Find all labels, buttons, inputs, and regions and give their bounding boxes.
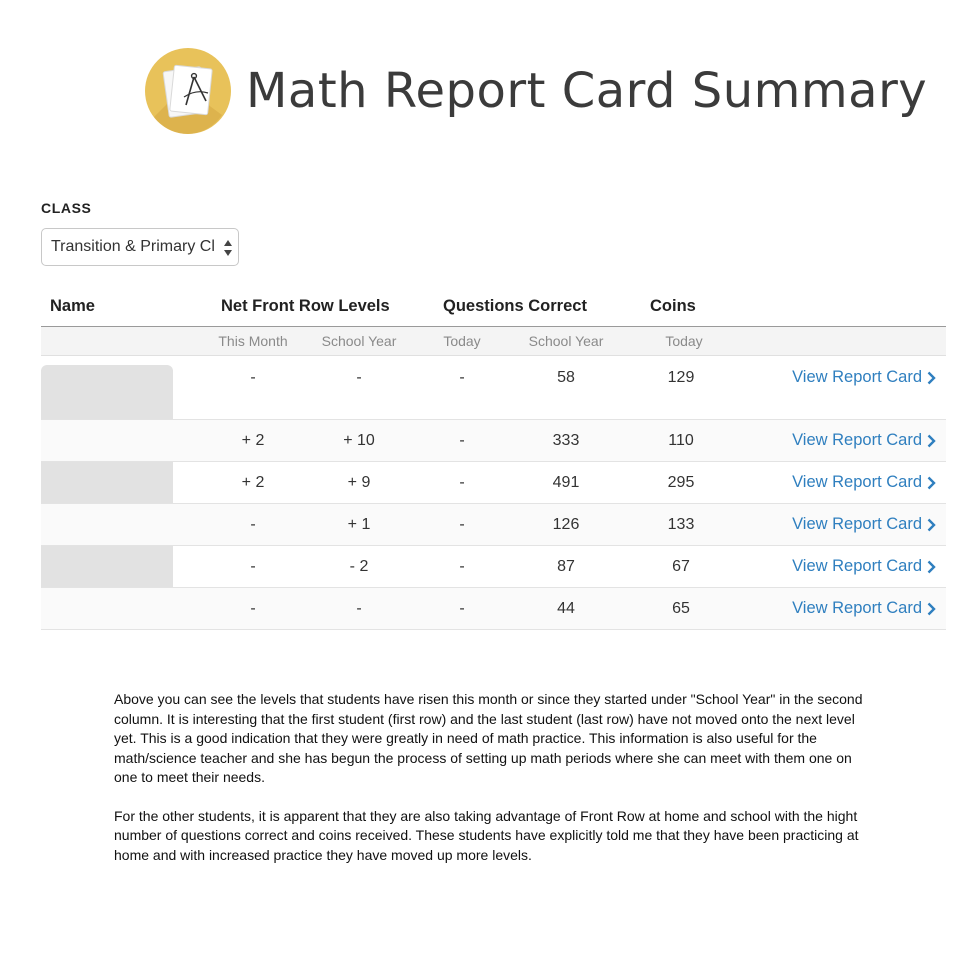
- cell-today-questions: -: [459, 516, 465, 533]
- view-report-card-link[interactable]: [792, 368, 936, 387]
- view-report-card-label: View Report Card: [792, 368, 922, 386]
- subheader-school-year-levels: School Year: [321, 333, 397, 349]
- cell-school-year-questions: 44: [557, 600, 575, 617]
- cell-school-year-levels: -: [356, 600, 362, 617]
- class-select[interactable]: [41, 228, 239, 266]
- view-report-card-label: View Report Card: [792, 557, 922, 575]
- cell-school-year-levels: - 2: [349, 558, 369, 575]
- table-subheader-row: [41, 327, 946, 356]
- view-report-card-label: View Report Card: [792, 515, 922, 533]
- class-select-value: Transition & Primary Cl: [51, 238, 215, 255]
- view-report-card-link[interactable]: [792, 473, 936, 492]
- cell-today-questions: -: [459, 600, 465, 617]
- class-label: CLASS: [41, 200, 92, 216]
- page-header: [144, 46, 927, 136]
- view-report-card-label: View Report Card: [792, 599, 922, 617]
- table-row: [41, 588, 946, 630]
- cell-school-year-questions: 126: [552, 516, 580, 533]
- cell-this-month: -: [250, 558, 256, 575]
- view-report-card-link[interactable]: [792, 431, 936, 450]
- report-card-compass-icon: [144, 47, 232, 135]
- cell-this-month: -: [250, 600, 256, 617]
- cell-this-month: -: [250, 516, 256, 533]
- chevron-right-icon: [927, 518, 936, 532]
- header-coins: Coins: [650, 297, 696, 315]
- view-report-card-link[interactable]: [792, 599, 936, 618]
- chevron-right-icon: [927, 434, 936, 448]
- table-header-row: [41, 287, 946, 327]
- chevron-right-icon: [927, 371, 936, 385]
- header-name: Name: [50, 297, 95, 315]
- subheader-today-questions: Today: [443, 333, 481, 349]
- cell-school-year-questions: 87: [557, 558, 575, 575]
- cell-coins-today: 295: [667, 474, 695, 491]
- table-row: [41, 420, 946, 462]
- view-report-card-link[interactable]: [792, 515, 936, 534]
- cell-school-year-levels: + 9: [347, 474, 371, 491]
- cell-coins-today: 133: [667, 516, 695, 533]
- cell-coins-today: 129: [667, 369, 695, 386]
- notes-section: [114, 690, 864, 884]
- cell-school-year-questions: 333: [552, 432, 580, 449]
- view-report-card-label: View Report Card: [792, 431, 922, 449]
- cell-this-month: -: [250, 369, 256, 386]
- subheader-school-year-questions: School Year: [528, 333, 604, 349]
- cell-today-questions: -: [459, 474, 465, 491]
- notes-paragraph: Above you can see the levels that students have risen this month or since they started under "School Year" in the second column. It is interesting that the first student (first row) and the last student (last row) have not moved onto the next level yet. This is a good indication that they were greatly in need of math practice. This information is also useful for the math/science teacher and she has begun the process of setting up math periods where she can meet with them one on one to meet their needs.: [114, 691, 863, 785]
- view-report-card-link[interactable]: [792, 557, 936, 576]
- chevron-right-icon: [927, 602, 936, 616]
- table-body: [41, 356, 946, 630]
- cell-today-questions: -: [459, 432, 465, 449]
- cell-this-month: + 2: [241, 432, 265, 449]
- cell-coins-today: 67: [672, 558, 690, 575]
- cell-school-year-levels: + 1: [347, 516, 371, 533]
- header-net-front-row-levels: Net Front Row Levels: [221, 297, 390, 315]
- chevron-right-icon: [927, 560, 936, 574]
- view-report-card-label: View Report Card: [792, 473, 922, 491]
- cell-today-questions: -: [459, 369, 465, 386]
- table-row: [41, 356, 946, 420]
- chevron-right-icon: [927, 476, 936, 490]
- subheader-today-coins: Today: [665, 333, 703, 349]
- subheader-this-month: This Month: [218, 333, 288, 349]
- cell-this-month: + 2: [241, 474, 265, 491]
- page-title: Math Report Card Summary: [246, 63, 928, 119]
- select-arrows-icon: [223, 238, 233, 258]
- notes-paragraph: For the other students, it is apparent that they are also taking advantage of Front Row at home and school with the hight number of questions correct and coins received. These students have explicitly told me that they have been practicing at home and with increased practice they have moved up more levels.: [114, 807, 859, 863]
- cell-school-year-levels: -: [356, 369, 362, 386]
- cell-today-questions: -: [459, 558, 465, 575]
- table-row: [41, 504, 946, 546]
- table-row: [41, 462, 946, 504]
- cell-coins-today: 110: [668, 432, 694, 449]
- cell-coins-today: 65: [672, 600, 690, 617]
- cell-school-year-levels: + 10: [343, 432, 375, 449]
- header-questions-correct: Questions Correct: [443, 297, 587, 315]
- report-table: [41, 287, 946, 630]
- cell-school-year-questions: 491: [552, 474, 580, 491]
- table-row: [41, 546, 946, 588]
- cell-school-year-questions: 58: [557, 369, 575, 386]
